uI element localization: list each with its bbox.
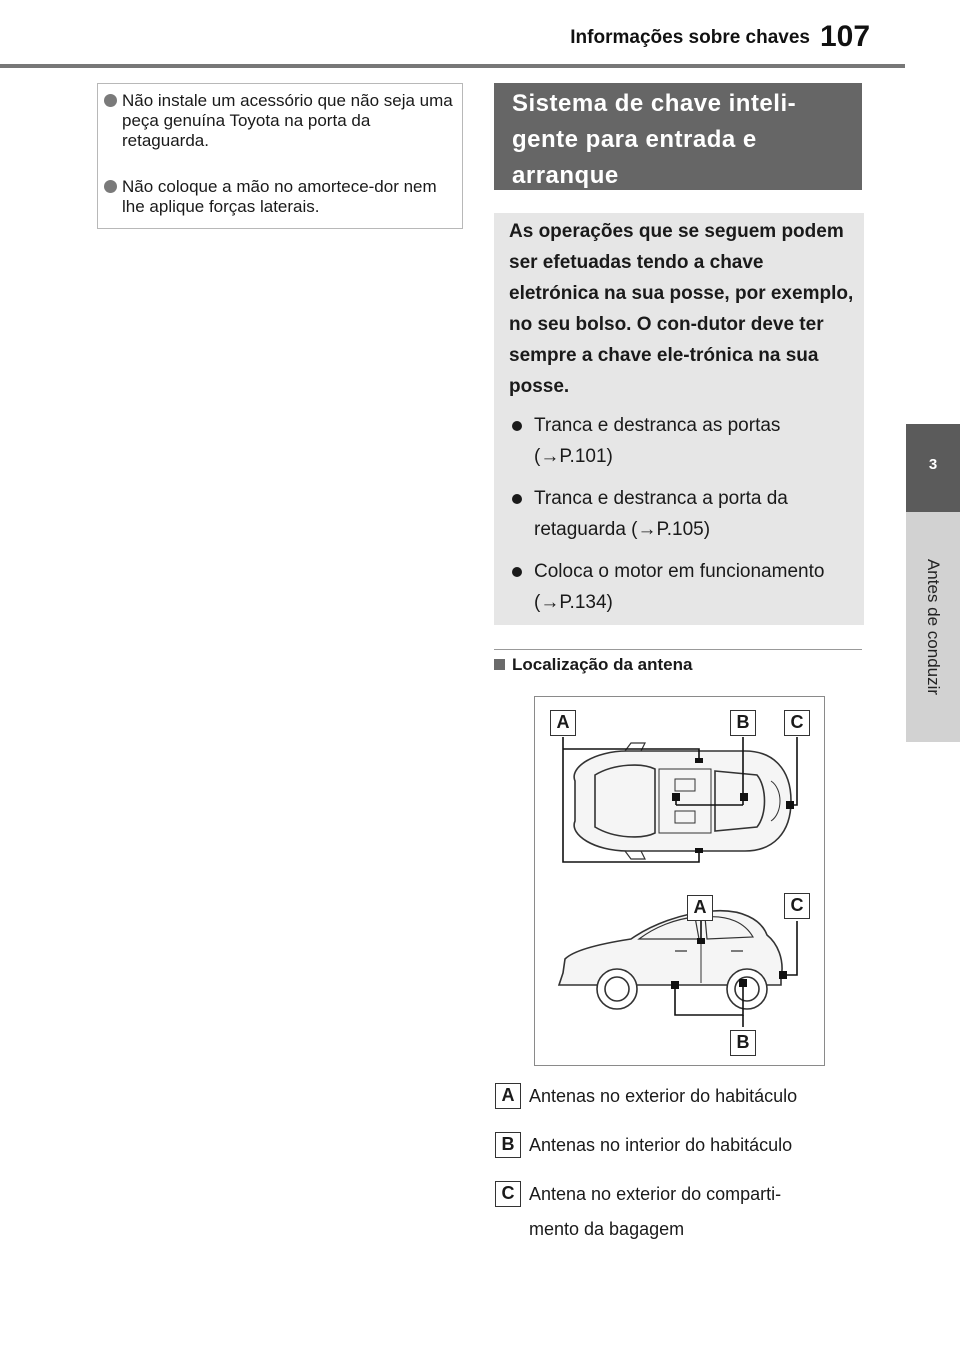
operation-line: (→P.134) — [534, 592, 613, 613]
bullet-icon — [512, 421, 522, 431]
section-title-line: arranque — [512, 162, 619, 189]
legend-key-c: C — [495, 1181, 521, 1207]
chapter-number: 3 — [928, 456, 938, 473]
operation-line: retaguarda (→P.105) — [534, 519, 711, 540]
legend-key-a: A — [495, 1083, 521, 1109]
subsection-title: Localização da antena — [512, 655, 693, 674]
operation-line: (→P.101) — [534, 446, 613, 467]
operation-line: Tranca e destranca a porta da — [534, 488, 788, 509]
legend-text: Antena no exterior do comparti- — [529, 1184, 782, 1204]
caution-item — [104, 91, 456, 151]
page-number: 107 — [820, 20, 871, 53]
bullet-icon — [512, 567, 522, 577]
legend-text: Antenas no exterior do habitáculo — [529, 1086, 798, 1106]
caution-text: Não instale um acessório que não seja uma peça genuína Toyota na porta da retaguarda. — [122, 91, 453, 150]
section-title — [512, 86, 857, 194]
bullet-icon — [512, 494, 522, 504]
callout-label-c: C — [784, 893, 810, 919]
car-top-view-illustration — [574, 743, 791, 859]
operation-line: Coloca o motor em funcionamento — [534, 561, 825, 582]
section-title-line: gente para entrada e — [512, 126, 757, 153]
car-side-view-illustration — [559, 911, 782, 1009]
callout-label-a: A — [687, 895, 713, 921]
info-intro: As operações que se seguem podem ser efetuadas tendo a chave eletrónica na sua posse, por exemplo, no seu bolso. O con-dutor deve ter sempre a chave ele-trónica na sua posse. — [509, 221, 854, 397]
antenna-location-figure — [534, 696, 825, 1066]
bullet-icon — [104, 94, 117, 107]
square-bullet-icon — [494, 659, 505, 670]
subsection-rule — [494, 649, 862, 650]
callout-label-c: C — [784, 710, 810, 736]
bullet-icon — [104, 180, 117, 193]
subsection-heading — [494, 655, 854, 675]
operation-item — [512, 483, 852, 545]
running-header-title: Informações sobre chaves — [570, 27, 810, 48]
callout-label-b: B — [730, 1030, 756, 1056]
header-rule — [0, 64, 905, 68]
callout-label-b: B — [730, 710, 756, 736]
operation-line: Tranca e destranca as portas — [534, 415, 781, 436]
callout-label-a: A — [550, 710, 576, 736]
caution-item — [104, 177, 456, 217]
car-diagram — [535, 697, 824, 1065]
caution-text: Não coloque a mão no amortece-dor nem lhe aplique forças laterais. — [122, 177, 437, 216]
section-title-line: Sistema de chave inteli- — [512, 90, 797, 117]
chapter-title: Antes de conduzir — [924, 558, 943, 696]
operation-item — [512, 556, 852, 618]
legend-text: mento da bagagem — [529, 1219, 685, 1239]
operation-item — [512, 410, 852, 472]
legend-key-b: B — [495, 1132, 521, 1158]
legend-text: Antenas no interior do habitáculo — [529, 1135, 793, 1155]
